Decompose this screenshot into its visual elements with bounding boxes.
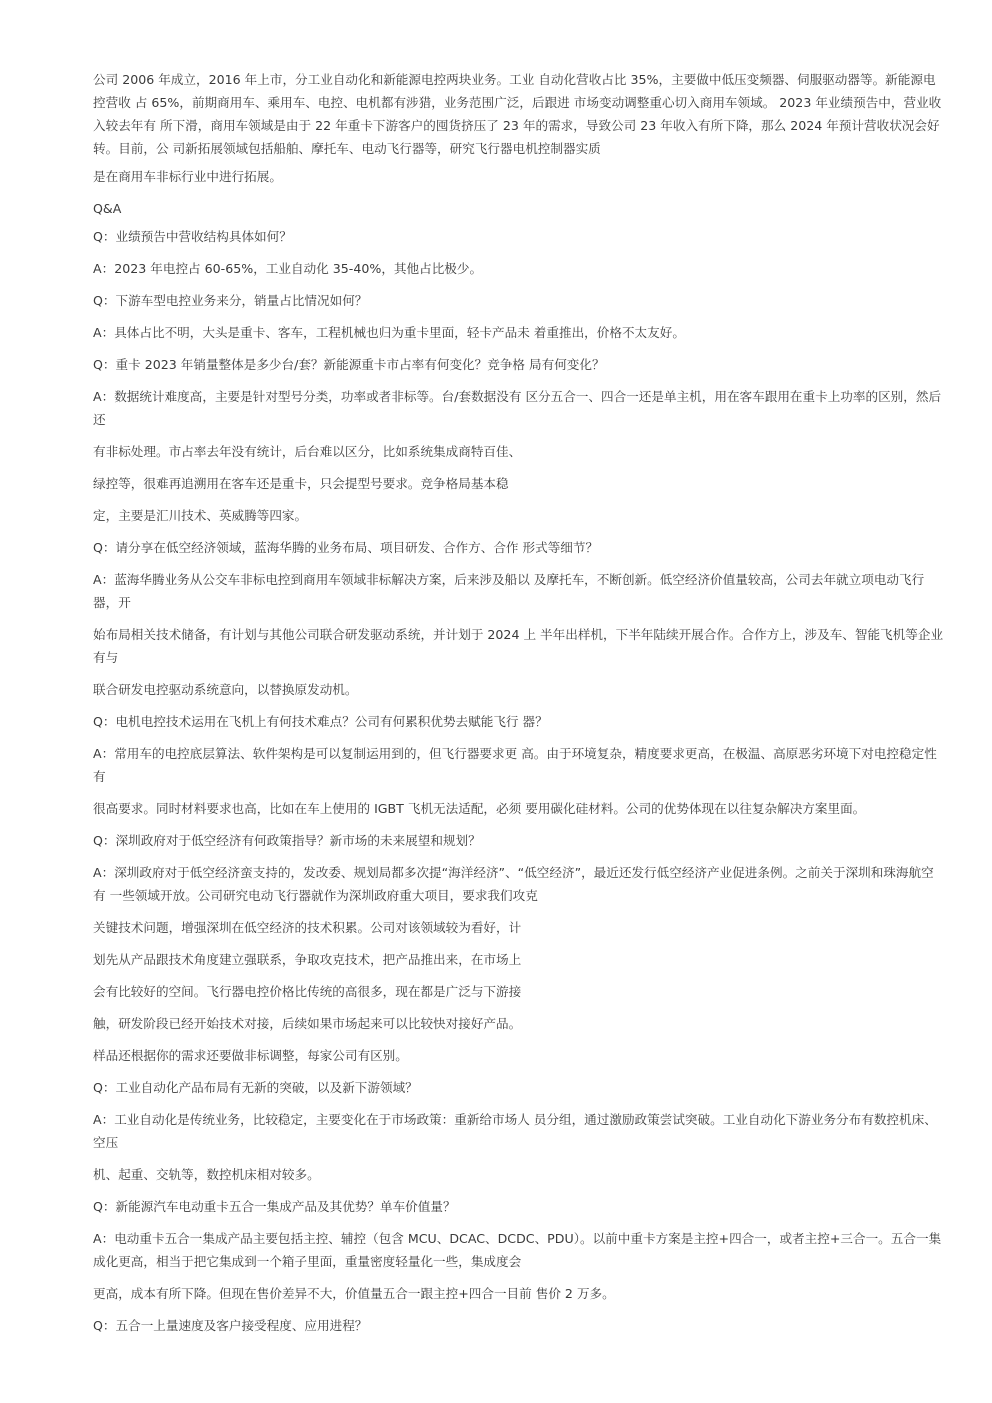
answer: A：数据统计难度高，主要是针对型号分类，功率或者非标等。台/套数据没有 区分五合一、四合一还是单主机，用在客车跟用在重卡上功率的区别，然后还: [93, 389, 942, 427]
question: Q：下游车型电控业务来分，销量占比情况如何？: [93, 293, 368, 308]
question: Q：深圳政府对于低空经济有何政策指导？新市场的未来展望和规划？: [93, 833, 481, 848]
question: Q：新能源汽车电动重卡五合一集成产品及其优势？单车价值量？: [93, 1199, 456, 1214]
question: Q：重卡 2023 年销量整体是多少台/套？新能源重卡市占率有何变化？竞争格 局有何变化？: [93, 357, 605, 372]
answer: A：电动重卡五合一集成产品主要包括主控、辅控（包含 MCU、DCAC、DCDC、PDU）。以前中重卡方案是主控+四合一，或者主控+三合一。五合一集 成化更高，相当于把它集成到一个箱子里面，重量密度轻量化一些，集成度会: [93, 1231, 942, 1269]
answer: A：蓝海华腾业务从公交车非标电控到商用车领域非标解决方案，后来涉及船以 及摩托车，不断创新。低空经济价值量较高，公司去年就立项电动飞行器，开: [93, 572, 925, 610]
answer-cont: 会有比较好的空间。飞行器电控价格比传统的高很多，现在都是广泛与下游接: [93, 984, 522, 999]
answer-cont: 定，主要是汇川技术、英威腾等四家。: [93, 508, 308, 523]
qa-heading: Q&A: [93, 201, 122, 216]
answer-cont: 联合研发电控驱动系统意向，以替换原发动机。: [93, 682, 358, 697]
question: Q：电机电控技术运用在飞机上有何技术难点？公司有何累积优势去赋能飞行 器？: [93, 714, 548, 729]
answer: A：深圳政府对于低空经济蛮支持的，发改委、规划局都多次提“海洋经济”、“低空经济”，最近还发行低空经济产业促进条例。之前关于深圳和珠海航空有 一些领域开放。公司研究电动飞行器就作为深圳政府重大项目，要求我们攻克: [93, 865, 934, 903]
answer: A：2023 年电控占 60-65%，工业自动化 35-40%，其他占比极少。: [93, 261, 483, 276]
answer: A：常用车的电控底层算法、软件架构是可以复制运用到的，但飞行器要求更 高。由于环境复杂，精度要求更高，在极温、高原恶劣环境下对电控稳定性有: [93, 746, 937, 784]
question: Q：请分享在低空经济领域，蓝海华腾的业务布局、项目研发、合作方、合作 形式等细节？: [93, 540, 599, 555]
question: Q：工业自动化产品布局有无新的突破，以及新下游领域？: [93, 1080, 418, 1095]
answer-cont: 触，研发阶段已经开始技术对接，后续如果市场起来可以比较快对接好产品。: [93, 1016, 522, 1031]
paragraph-company-intro-cont: 是在商用车非标行业中进行拓展。: [93, 169, 282, 184]
question: Q：业绩预告中营收结构具体如何？: [93, 229, 292, 244]
answer-cont: 很高要求。同时材料要求也高，比如在车上使用的 IGBT 飞机无法适配，必须 要用碳化硅材料。公司的优势体现在以往复杂解决方案里面。: [93, 801, 866, 816]
answer-cont: 始布局相关技术储备，有计划与其他公司联合研发驱动系统，并计划于 2024 上 半年出样机，下半年陆续开展合作。合作方上，涉及车、智能飞机等企业有与: [93, 627, 944, 665]
answer-cont: 更高，成本有所下降。但现在售价差异不大，价值量五合一跟主控+四合一目前 售价 2 万多。: [93, 1286, 615, 1301]
answer: A：工业自动化是传统业务，比较稳定，主要变化在于市场政策：重新给市场人 员分组，通过激励政策尝试突破。工业自动化下游业务分布有数控机床、空压: [93, 1112, 937, 1150]
answer-cont: 有非标处理。市占率去年没有统计，后台难以区分，比如系统集成商特百佳、: [93, 444, 522, 459]
paragraph-company-intro: 公司 2006 年成立，2016 年上市，分工业自动化和新能源电控两块业务。工业 自动化营收占比 35%，主要做中低压变频器、伺服驱动器等。新能源电控营收 占 65%，前期商用车、乘用车、电控、电机都有涉猎，业务范围广泛，后跟进 市场变动调整重心切入商用车领域。 2023 年业绩预告中，营业收入较去年有 所下滑，商用车领域是由于 22 年重卡下游客户的囤货挤压了 23 年的需求，导致公司 23 年收入有所下降，那么 2024 年预计营收状况会好转。目前，公 司新拓展领域包括船舶、摩托车、电动飞行器等，研究飞行器电机控制器实质: [93, 72, 942, 156]
answer-cont: 关键技术问题，增强深圳在低空经济的技术积累。公司对该领域较为看好，计: [93, 920, 522, 935]
question: Q：五合一上量速度及客户接受程度、应用进程？: [93, 1318, 368, 1333]
answer: A：具体占比不明，大头是重卡、客车，工程机械也归为重卡里面，轻卡产品未 着重推出，价格不太友好。: [93, 325, 685, 340]
answer-cont: 机、起重、交轨等，数控机床相对较多。: [93, 1167, 320, 1182]
document-page: [93, 68, 945, 1346]
answer-cont: 绿控等，很难再追溯用在客车还是重卡，只会提型号要求。竞争格局基本稳: [93, 476, 509, 491]
answer-cont: 样品还根据你的需求还要做非标调整，每家公司有区别。: [93, 1048, 408, 1063]
answer-cont: 划先从产品跟技术角度建立强联系，争取攻克技术，把产品推出来，在市场上: [93, 952, 522, 967]
